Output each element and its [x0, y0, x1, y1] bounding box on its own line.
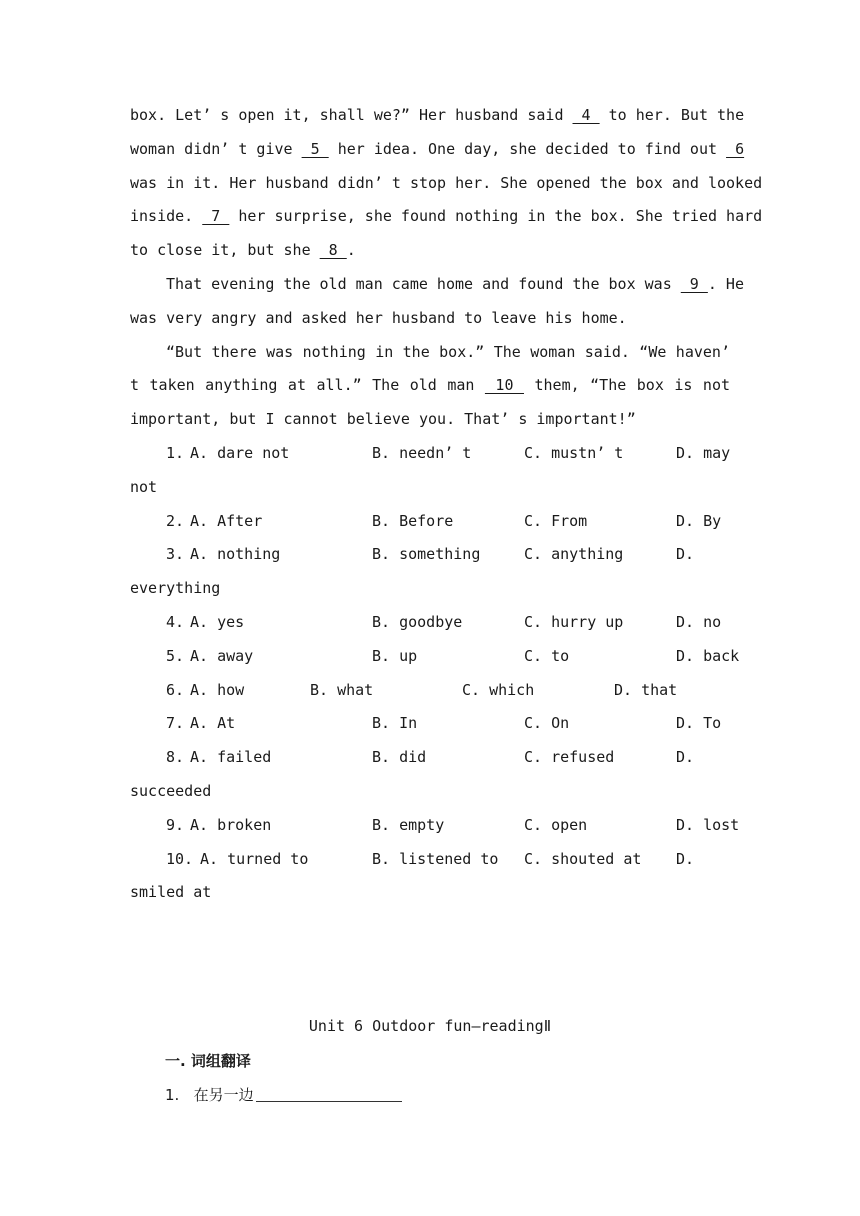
passage-text: “But there was nothing in the box.” The woman said. “We haven’: [166, 342, 730, 361]
option-d: D.: [676, 748, 695, 767]
option-c: C. hurry up: [524, 612, 624, 631]
cloze-blank: 6: [726, 139, 745, 158]
option-b: B. needn’ t: [372, 443, 472, 462]
option-b: B. did: [372, 748, 427, 767]
cloze-blank: 8: [319, 241, 347, 260]
passage-text: .: [346, 241, 356, 260]
option-b: B. what: [310, 680, 374, 699]
question-number: 5.: [166, 646, 185, 665]
option-a: A. After: [190, 511, 263, 530]
option-c: C. On: [524, 714, 570, 733]
option-b: B. In: [372, 714, 418, 733]
passage-text: woman didn’ t give: [130, 139, 302, 158]
passage-text: to close it, but she: [130, 241, 320, 260]
passage-text: her surprise, she found nothing in the box. She tried hard: [229, 207, 763, 226]
question-number: 9.: [166, 815, 185, 834]
cloze-blank: 9: [680, 274, 708, 293]
answer-blank[interactable]: [256, 1085, 402, 1102]
option-c: C. open: [524, 815, 588, 834]
option-a: A. failed: [190, 748, 272, 767]
option-d: D. lost: [676, 815, 740, 834]
section-heading: 一. 词组翻译: [165, 1052, 251, 1070]
option-c: C. which: [462, 680, 535, 699]
passage-text: was in it. Her husband didn’ t stop her. She opened the box and looked: [130, 173, 763, 192]
question-number: 2.: [166, 511, 185, 530]
passage-text: box. Let’ s open it, shall we?” Her husband said: [130, 106, 573, 124]
option-a: A. yes: [190, 612, 245, 631]
option-a: A. away: [190, 646, 254, 665]
passage-text: was very angry and asked her husband to leave his home.: [130, 308, 627, 327]
passage-line: [130, 403, 730, 437]
option-row: [130, 437, 730, 471]
option-d: D. may: [676, 443, 731, 462]
passage-line: [130, 234, 730, 268]
option-c: C. From: [524, 511, 588, 530]
option-d: D.: [676, 545, 695, 564]
passage-text: inside.: [130, 207, 203, 226]
item-number: 1.: [165, 1086, 180, 1104]
option-d: D. By: [676, 511, 722, 530]
passage-line: [130, 268, 744, 302]
option-row: [130, 606, 730, 640]
cloze-blank: 4: [572, 106, 600, 124]
option-row: [130, 809, 740, 843]
option-d: D. that: [614, 680, 678, 699]
item-text: 在另一边: [193, 1086, 254, 1104]
cloze-blank: 5: [301, 139, 329, 158]
option-c: C. shouted at: [524, 849, 642, 868]
question-number: 4.: [166, 612, 185, 631]
option-b: B. up: [372, 646, 418, 665]
option-a: A. broken: [190, 815, 272, 834]
question-number: 8.: [166, 748, 185, 767]
translation-item-1: [165, 1079, 402, 1112]
option-row: [130, 674, 730, 708]
option-row: [130, 843, 730, 877]
passage-text: her idea. One day, she decided to find out: [328, 139, 727, 158]
option-row: [130, 505, 730, 539]
option-wrap: succeeded: [130, 781, 212, 800]
option-d: D.: [676, 849, 695, 868]
option-c: C. anything: [524, 545, 624, 564]
passage: [130, 99, 763, 910]
question-number: 1.: [166, 443, 185, 462]
option-d: D. no: [676, 612, 722, 631]
passage-text: important, but I cannot believe you. That’ s important!”: [130, 410, 636, 429]
option-a: A. how: [190, 680, 245, 699]
question-number: 7.: [166, 714, 185, 733]
option-row: [130, 538, 730, 572]
option-a: A. nothing: [190, 545, 281, 564]
option-b: B. goodbye: [372, 612, 463, 631]
option-wrap: smiled at: [130, 883, 212, 902]
passage-line: [130, 302, 730, 336]
option-b: B. Before: [372, 511, 454, 530]
option-b: B. empty: [372, 815, 445, 834]
passage-line: [130, 336, 730, 370]
option-c: C. mustn’ t: [524, 443, 624, 462]
option-b: B. listened to: [372, 849, 499, 868]
option-c: C. refused: [524, 748, 615, 767]
option-a: A. turned to: [200, 849, 309, 868]
passage-text: to her. But the: [599, 106, 745, 124]
cloze-blank: 7: [202, 207, 230, 226]
option-wrap: everything: [130, 579, 221, 598]
option-d: D. back: [676, 646, 740, 665]
option-a: A. dare not: [190, 443, 290, 462]
option-c: C. to: [524, 646, 570, 665]
option-row: [130, 741, 730, 775]
option-row: [130, 640, 740, 674]
cloze-blank: 10: [484, 376, 524, 395]
passage-line: [130, 99, 745, 133]
passage-line: [130, 167, 763, 201]
option-row: [130, 707, 730, 741]
question-number: 3.: [166, 545, 185, 564]
passage-line: [130, 133, 745, 167]
option-a: A. At: [190, 714, 236, 733]
passage-text: . He: [707, 274, 744, 293]
passage-text: t taken anything at all.” The old man: [130, 376, 485, 395]
option-b: B. something: [372, 545, 481, 564]
unit-title: Unit 6 Outdoor fun—readingⅡ: [308, 1017, 552, 1035]
passage-line: [130, 200, 763, 234]
question-number: 10.: [166, 849, 194, 868]
passage-line: [130, 369, 730, 403]
option-d: D. To: [676, 714, 722, 733]
passage-text: That evening the old man came home and found the box was: [166, 274, 681, 293]
option-wrap: not: [130, 477, 158, 496]
question-number: 6.: [166, 680, 185, 699]
passage-text: them, “The box is not: [523, 376, 730, 395]
